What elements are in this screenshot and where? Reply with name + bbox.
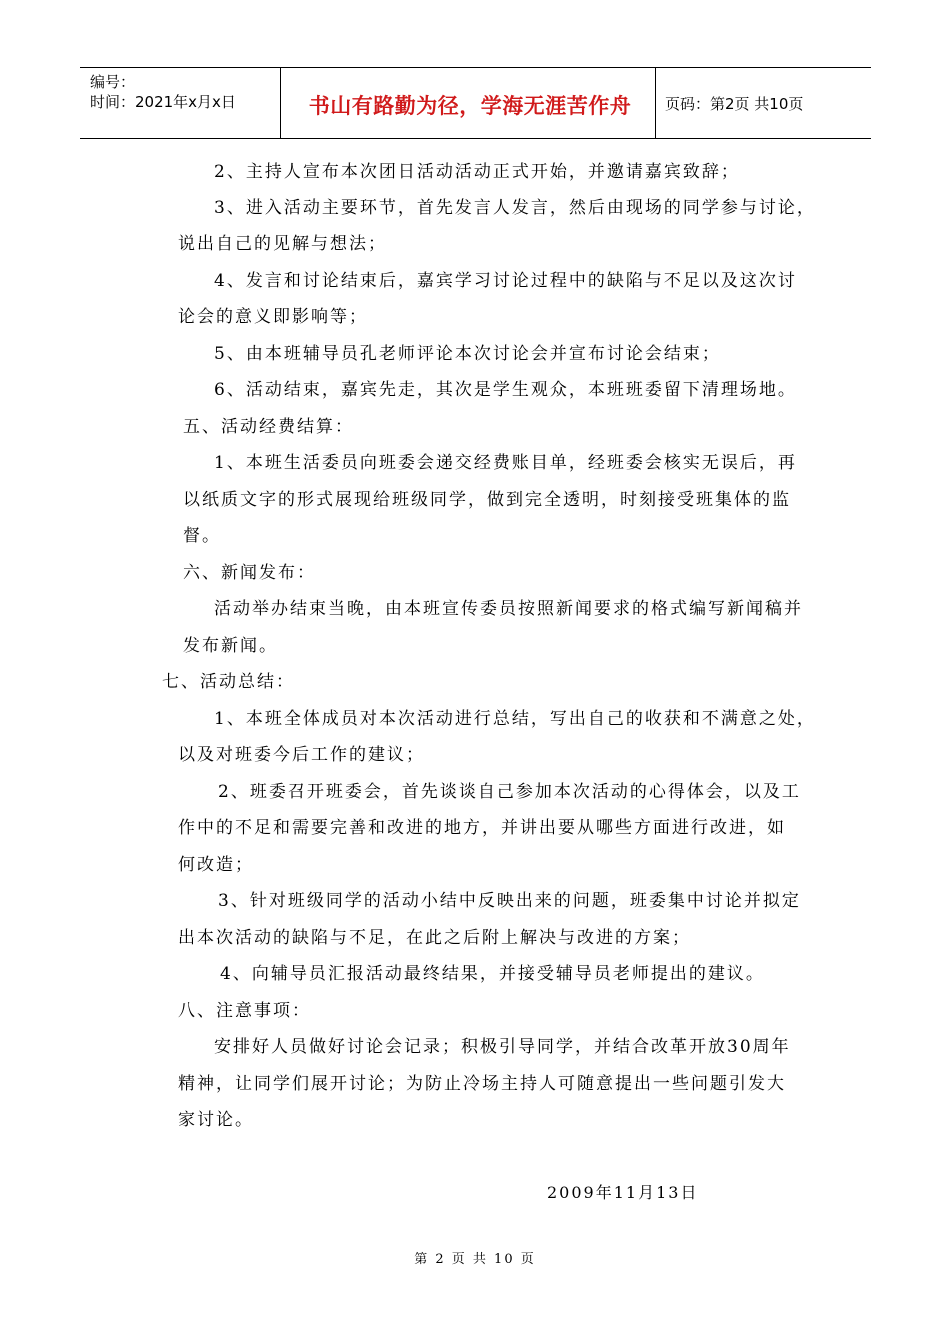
body-line: 2、主持人宣布本次团日活动活动正式开始，并邀请嘉宾致辞； bbox=[214, 162, 740, 182]
body-line: 何改造； bbox=[178, 855, 254, 875]
body-line: 1、本班全体成员对本次活动进行总结，写出自己的收获和不满意之处， bbox=[214, 709, 816, 729]
body-line: 以及对班委今后工作的建议； bbox=[178, 745, 425, 765]
header-divider bbox=[655, 68, 656, 138]
page-header bbox=[80, 67, 871, 139]
number-label: 编号： bbox=[90, 73, 136, 91]
body-line: 4、发言和讨论结束后，嘉宾学习讨论过程中的缺陷与不足以及这次讨 bbox=[214, 271, 797, 291]
body-line: 活动举办结束当晚，由本班宣传委员按照新闻要求的格式编写新闻稿并 bbox=[214, 599, 803, 619]
header-motto: 书山有路勤为径，学海无涯苦作舟 bbox=[308, 94, 632, 118]
page-footer: 第 2 页 共 10 页 bbox=[414, 1252, 536, 1267]
body-line: 作中的不足和需要完善和改进的地方，并讲出要从哪些方面进行改进，如 bbox=[178, 818, 786, 838]
header-meta bbox=[90, 72, 236, 112]
header-divider bbox=[280, 68, 281, 138]
body-line: 1、本班生活委员向班委会递交经费账目单，经班委会核实无误后，再 bbox=[214, 453, 797, 473]
document-date: 2009年11月13日 bbox=[547, 1183, 699, 1202]
body-line: 说出自己的见解与想法； bbox=[178, 234, 387, 254]
section-heading: 八、注意事项： bbox=[178, 1001, 311, 1021]
body-line: 精神，让同学们展开讨论；为防止冷场主持人可随意提出一些问题引发大 bbox=[178, 1074, 786, 1094]
section-heading: 六、新闻发布： bbox=[183, 563, 316, 583]
page-code: 页码：第2页 共10页 bbox=[665, 95, 804, 113]
body-line: 发布新闻。 bbox=[183, 636, 278, 656]
time-label: 时间：2021年x月x日 bbox=[90, 93, 236, 111]
body-line: 3、针对班级同学的活动小结中反映出来的问题，班委集中讨论并拟定 bbox=[218, 891, 801, 911]
body-line: 6、活动结束，嘉宾先走，其次是学生观众，本班班委留下清理场地。 bbox=[214, 380, 797, 400]
body-line: 家讨论。 bbox=[178, 1110, 254, 1130]
section-heading: 七、活动总结： bbox=[162, 672, 295, 692]
body-line: 3、进入活动主要环节，首先发言人发言，然后由现场的同学参与讨论， bbox=[214, 198, 816, 218]
body-line: 2、班委召开班委会，首先谈谈自己参加本次活动的心得体会，以及工 bbox=[218, 782, 801, 802]
body-line: 督。 bbox=[183, 526, 221, 546]
body-line: 4、向辅导员汇报活动最终结果，并接受辅导员老师提出的建议。 bbox=[220, 964, 765, 984]
body-line: 以纸质文字的形式展现给班级同学，做到完全透明，时刻接受班集体的监 bbox=[183, 490, 791, 510]
body-line: 出本次活动的缺陷与不足，在此之后附上解决与改进的方案； bbox=[178, 928, 691, 948]
body-line: 论会的意义即影响等； bbox=[178, 307, 368, 327]
body-line: 安排好人员做好讨论会记录；积极引导同学，并结合改革开放30周年 bbox=[214, 1037, 791, 1057]
body-line: 5、由本班辅导员孔老师评论本次讨论会并宣布讨论会结束； bbox=[214, 344, 721, 364]
section-heading: 五、活动经费结算： bbox=[183, 417, 354, 437]
